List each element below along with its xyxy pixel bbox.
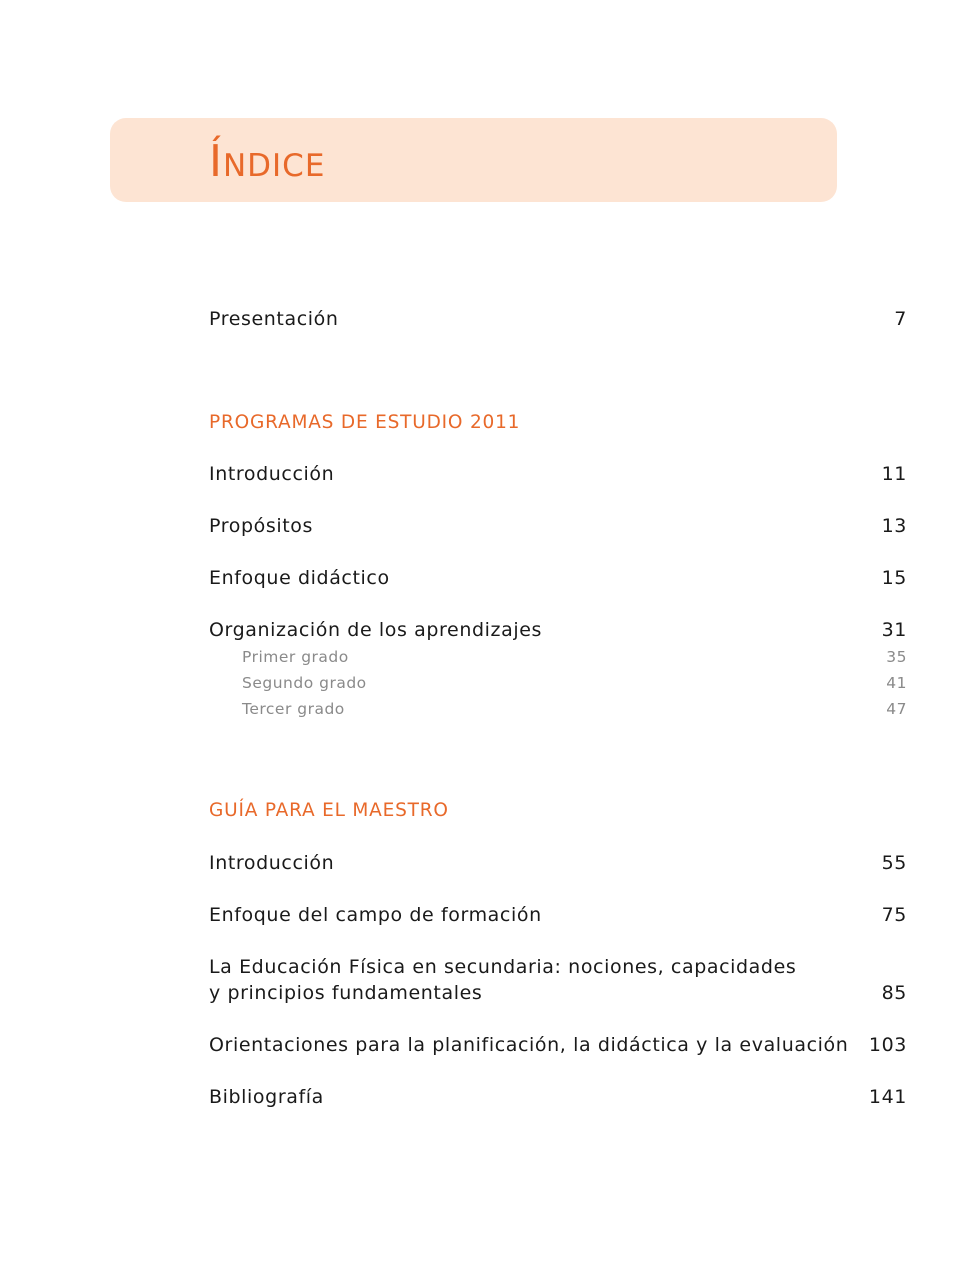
toc-entry-bibliografia[interactable] [209, 1084, 907, 1110]
toc-entry-presentacion[interactable] [209, 306, 907, 332]
toc-entry-label: Organización de los aprendizajes [209, 619, 542, 641]
page-title-rest: NDICE [222, 148, 326, 184]
toc-subentry-page: 35 [886, 648, 907, 666]
toc-entry-page: 31 [881, 619, 907, 641]
toc-entry-page: 55 [881, 852, 907, 874]
toc-entry-introduccion-programas[interactable] [209, 461, 907, 487]
toc-subentry-primer-grado[interactable] [242, 646, 907, 668]
toc-entry-page: 103 [868, 1034, 907, 1056]
toc-subentry-segundo-grado[interactable] [242, 672, 907, 694]
toc-subentry-label: Primer grado [242, 648, 349, 666]
toc-entry-introduccion-guia[interactable] [209, 850, 907, 876]
page-title-initial: Í [209, 136, 223, 187]
toc-entry-educacion-fisica[interactable] [209, 954, 907, 1006]
toc-entry-label: Enfoque del campo de formación [209, 904, 542, 926]
toc-entry-label: Orientaciones para la planificación, la didáctica y la evaluación [209, 1034, 849, 1056]
page-title [209, 138, 325, 190]
toc-entry-page: 7 [894, 308, 907, 330]
toc-entry-page: 13 [881, 515, 907, 537]
toc-entry-propositos[interactable] [209, 513, 907, 539]
section-heading-guia: GUÍA PARA EL MAESTRO [209, 800, 449, 821]
toc-entry-label-line2: y principios fundamentales [209, 982, 483, 1004]
toc-entry-label: Enfoque didáctico [209, 567, 390, 589]
toc-entry-page: 141 [868, 1086, 907, 1108]
toc-entry-label: Presentación [209, 308, 339, 330]
toc-subentry-tercer-grado[interactable] [242, 698, 907, 720]
toc-entry-enfoque-campo[interactable] [209, 902, 907, 928]
toc-entry-page: 75 [881, 904, 907, 926]
section-heading-programas: PROGRAMAS DE ESTUDIO 2011 [209, 412, 521, 433]
toc-entry-label: Bibliografía [209, 1086, 324, 1108]
toc-entry-label: Propósitos [209, 515, 313, 537]
toc-entry-organizacion[interactable] [209, 617, 907, 643]
toc-entry-enfoque-didactico[interactable] [209, 565, 907, 591]
toc-entry-page: 85 [881, 982, 907, 1004]
toc-entry-label: Introducción [209, 852, 335, 874]
toc-subentry-page: 41 [886, 674, 907, 692]
toc-subentry-label: Tercer grado [242, 700, 345, 718]
toc-entry-orientaciones[interactable] [209, 1032, 907, 1058]
toc-subentry-page: 47 [886, 700, 907, 718]
toc-entry-label: Introducción [209, 463, 335, 485]
toc-entry-label-line1: La Educación Física en secundaria: nociones, capacidades [209, 956, 797, 978]
toc-entry-page: 15 [881, 567, 907, 589]
toc-entry-label [209, 954, 809, 1006]
toc-entry-page: 11 [881, 463, 907, 485]
toc-subentry-label: Segundo grado [242, 674, 367, 692]
